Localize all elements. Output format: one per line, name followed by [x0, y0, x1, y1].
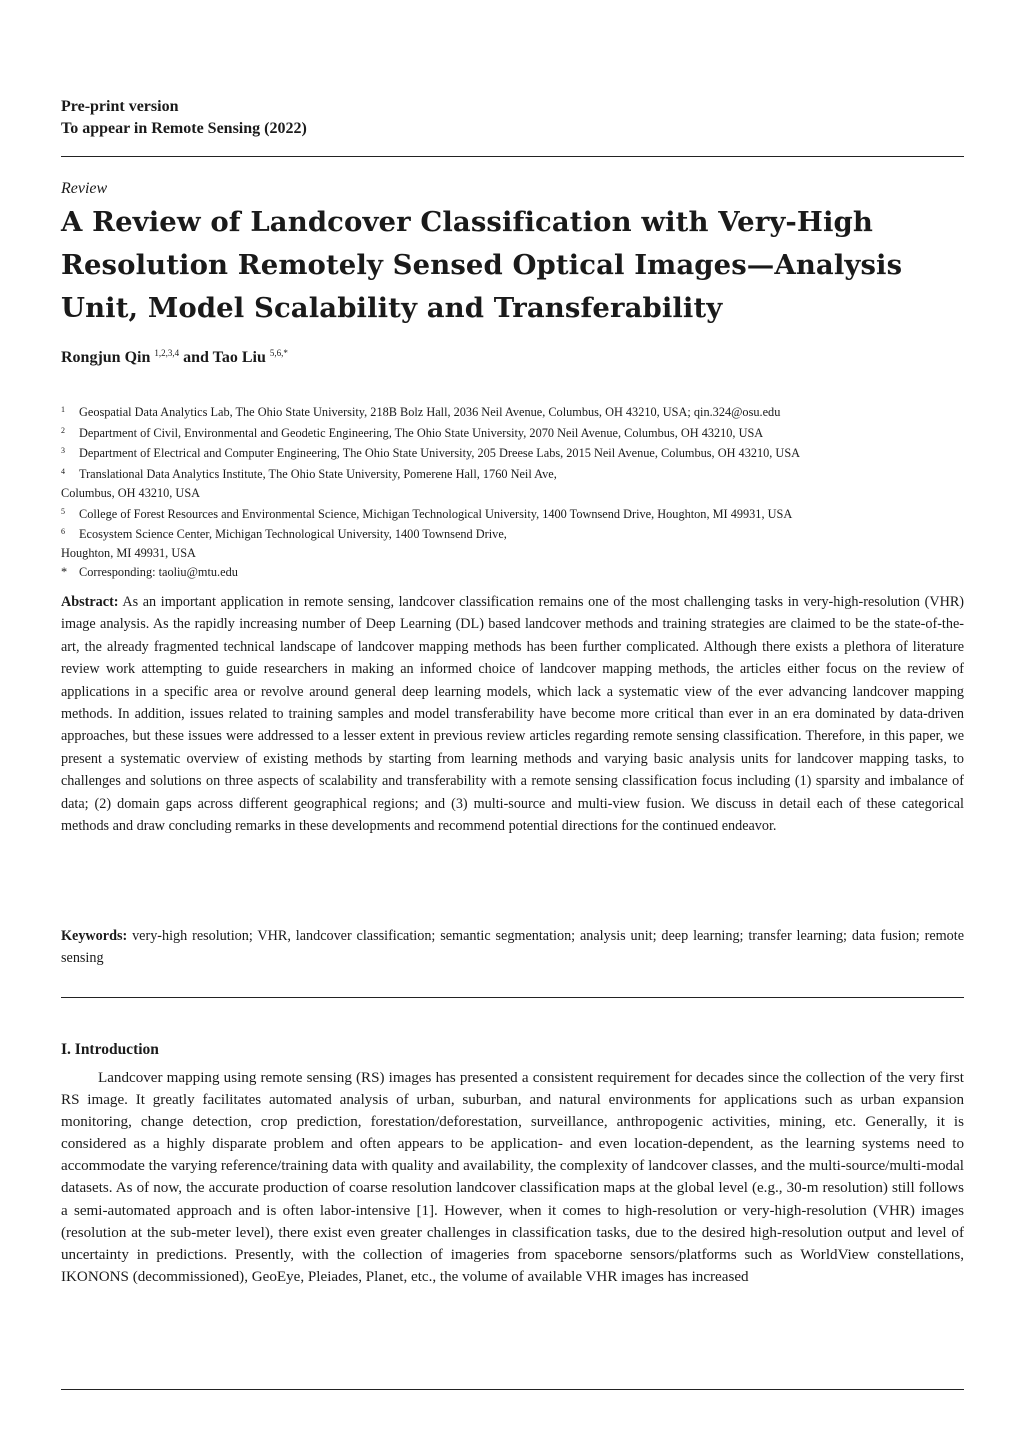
- affiliation-number: 1: [61, 405, 65, 414]
- abstract-label: Abstract:: [61, 594, 119, 610]
- preprint-header: [61, 96, 307, 140]
- affiliation-text: Department of Civil, Environmental and Geodetic Engineering, The Ohio State University, 2070 Neil Avenue, Columbus, OH 43210, USA: [79, 425, 764, 440]
- author-affiliation-marks: 1,2,3,4: [154, 348, 180, 358]
- affiliation-continuation: Houghton, MI 49931, USA: [61, 545, 196, 560]
- affiliation-text: College of Forest Resources and Environmental Science, Michigan Technological University, 1400 Townsend Drive, Houghton, MI 49931, USA: [79, 506, 793, 521]
- affiliation-item: [61, 463, 964, 484]
- keywords: [61, 925, 964, 970]
- article-type: Review: [61, 180, 108, 197]
- affiliation-list: [61, 401, 964, 581]
- affiliation-text: Department of Electrical and Computer Engineering, The Ohio State University, 205 Dreese Labs, 2015 Neil Avenue, Columbus, OH 43210, USA: [79, 446, 801, 461]
- affiliation-text: Translational Data Analytics Institute, The Ohio State University, Pomerene Hall, 1760 Neil Ave,: [79, 467, 557, 482]
- corresponding-email: Corresponding: taoliu@mtu.edu: [79, 564, 238, 579]
- affiliation-item: [61, 442, 964, 463]
- preprint-label: Pre-print version: [61, 98, 179, 115]
- journal-label: To appear in Remote Sensing (2022): [61, 120, 307, 137]
- paper-title: A Review of Landcover Classification with Very-High Resolution Remotely Sensed Optical Images—Analysis Unit, Model Scalability and Transferability: [61, 206, 903, 324]
- affiliation-item: [61, 523, 964, 544]
- author-affiliation-marks: 5,6,*: [269, 348, 288, 358]
- affiliation-number: 3: [61, 446, 65, 456]
- author-name: Tao Liu: [212, 349, 266, 366]
- section-rule: [61, 997, 964, 998]
- author-connector: and: [183, 349, 209, 366]
- affiliation-item: [61, 401, 964, 422]
- affiliation-item: [61, 422, 964, 443]
- affiliation-number: 6: [61, 527, 65, 537]
- author-name: Rongjun Qin: [61, 349, 151, 366]
- header-rule: [61, 156, 964, 157]
- corresponding-mark: *: [61, 564, 68, 579]
- affiliation-text: Ecosystem Science Center, Michigan Technological University, 1400 Townsend Drive,: [79, 527, 507, 542]
- section-heading: I. Introduction: [61, 1041, 159, 1058]
- abstract: [61, 591, 964, 837]
- keywords-label: Keywords:: [61, 928, 128, 944]
- affiliation-continuation: Columbus, OH 43210, USA: [61, 485, 201, 500]
- affiliation-text: Geospatial Data Analytics Lab, The Ohio State University, 218B Bolz Hall, 2036 Neil Avenue, Columbus, OH 43210, USA; qin.324@osu.edu: [79, 405, 781, 419]
- abstract-text: As an important application in remote sensing, landcover classification remains one of the most challenging tasks in very-high-resolution (VHR) image analysis. As the rapidly increasing number of Deep Learning (DL) based landcover methods and training strategies are claimed to be the state-of-the-art, the already fragmented technical landscape of landcover mapping methods has been further complicated. Although there exists a plethora of literature review work attempting to guide researchers in making an informed choice of landcover mapping methods, the articles either focus on the review of applications in a specific area or revolve around general deep learning models, which lack a systematic view of the ever advancing landcover mapping methods. In addition, issues related to training samples and model transferability have become more critical than ever in an era dominated by data-driven approaches, but these issues were addressed to a lesser extent in previous review articles regarding remote sensing classification. Therefore, in this paper, we present a systematic overview of existing methods by starting from learning methods and varying basic analysis units for landcover mapping tasks, to challenges and solutions on three aspects of scalability and transferability with a remote sensing classification focus including (1) sparsity and imbalance of data; (2) domain gaps across different geographical regions; and (3) multi-source and multi-view fusion. We discuss in detail each of these categorical methods and draw concluding remarks in these developments and recommend potential directions for the continued endeavor.: [61, 594, 965, 835]
- affiliation-number: 4: [61, 467, 65, 477]
- affiliation-item: [61, 503, 964, 524]
- introduction-paragraph: Landcover mapping using remote sensing (RS) images has presented a consistent requirement for decades since the collection of the very first RS image. It greatly facilitates automated analysis of urban, suburban, and natural environments for applications such as urban expansion monitoring, change detection, crop prediction, forestation/deforestation, surveillance, anthropogenic activities, mining, etc. Generally, it is considered as a highly disparate problem and often appears to be application- and even location-dependent, as the learning systems need to accommodate the varying reference/training data with quality and availability, the complexity of landcover classes, and the multi-source/multi-modal datasets. As of now, the accurate production of coarse resolution landcover classification maps at the global level (e.g., 30-m resolution) still follows a semi-automated approach and is often labor-intensive [1]. However, when it comes to high-resolution or very-high-resolution (VHR) images (resolution at the sub-meter level), there exist even greater challenges in classification tasks, due to the desired high-resolution output and level of uncertainty in predictions. Presently, with the collection of imageries from spaceborne sensors/platforms such as WorldView constellations, IKONONS (decommissioned), GeoEye, Pleiades, Planet, etc., the volume of available VHR images has increased: [61, 1070, 964, 1285]
- affiliation-number: 5: [61, 506, 65, 516]
- corresponding-author: [61, 563, 964, 582]
- author-line: [61, 348, 288, 367]
- affiliation-number: 2: [61, 425, 65, 435]
- footer-rule: [61, 1389, 964, 1390]
- keywords-text: very-high resolution; VHR, landcover classification; semantic segmentation; analysis unit; deep learning; transfer learning; data fusion; remote sensing: [61, 928, 965, 967]
